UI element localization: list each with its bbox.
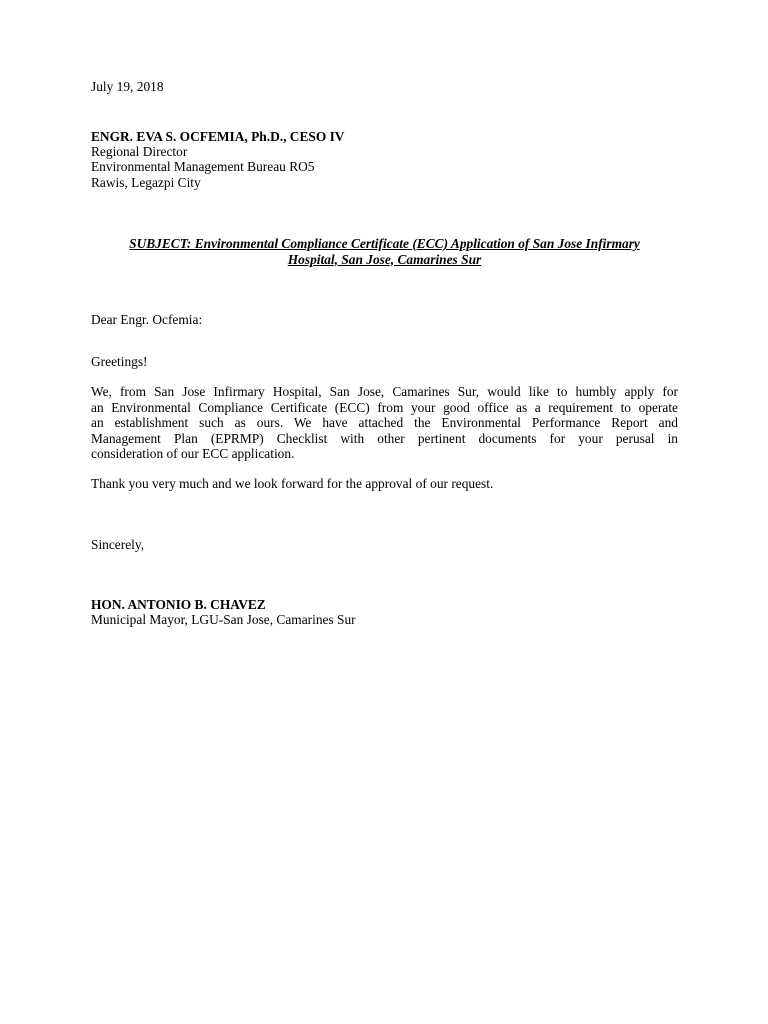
body-paragraph bbox=[91, 384, 678, 462]
recipient-name: ENGR. EVA S. OCFEMIA, Ph.D., CESO IV bbox=[91, 129, 345, 144]
signatory-name: HON. ANTONIO B. CHAVEZ bbox=[91, 597, 266, 612]
body-line: an establishment such as ours. We have attached the Environmental Performance Report and bbox=[91, 415, 678, 430]
thanks-line: Thank you very much and we look forward for the approval of our request. bbox=[91, 476, 494, 491]
signatory-title: Municipal Mayor, LGU-San Jose, Camarines Sur bbox=[91, 612, 356, 627]
letter-date: July 19, 2018 bbox=[91, 79, 164, 94]
body-line: an Environmental Compliance Certificate (ECC) from your good office as a requirement to operate bbox=[91, 399, 678, 415]
greeting: Greetings! bbox=[91, 354, 148, 369]
subject-line-2: Hospital, San Jose, Camarines Sur bbox=[287, 251, 482, 267]
subject-line bbox=[91, 236, 678, 267]
body-line: We, from San Jose Infirmary Hospital, San Jose, Camarines Sur, would like to humbly apply for bbox=[91, 384, 678, 399]
body-line: Management Plan (EPRMP) Checklist with other pertinent documents for your perusal in bbox=[91, 430, 678, 446]
closing: Sincerely, bbox=[91, 537, 145, 552]
body-line: consideration of our ECC application. bbox=[91, 446, 295, 461]
recipient-office: Environmental Management Bureau RO5 bbox=[91, 159, 315, 174]
subject-line-1: SUBJECT: Environmental Compliance Certificate (ECC) Application of San Jose Infirmary bbox=[129, 236, 640, 251]
recipient-title: Regional Director bbox=[91, 144, 188, 159]
salutation: Dear Engr. Ocfemia: bbox=[91, 312, 203, 327]
recipient-address: Rawis, Legazpi City bbox=[91, 175, 201, 190]
